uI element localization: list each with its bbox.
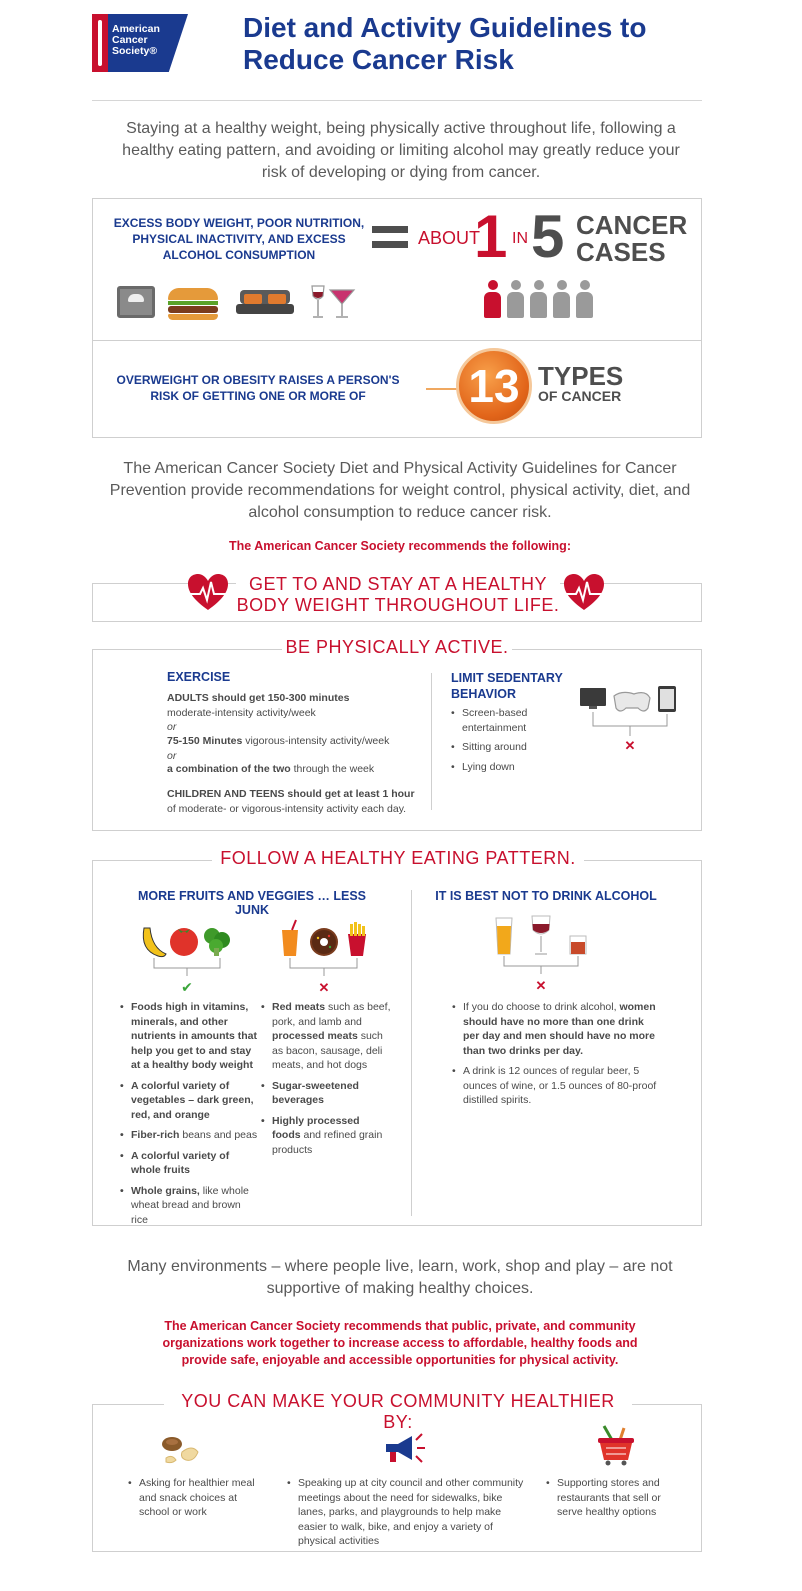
person-icon	[507, 280, 524, 318]
list-item: • Foods high in vitamins, minerals, and other nutrients in amounts that help you get to and stay at a healthy body weight	[120, 1000, 258, 1073]
column-divider	[431, 673, 432, 810]
people-row	[484, 280, 596, 320]
about-label: ABOUT	[418, 228, 481, 248]
burger-icon	[168, 288, 218, 320]
public-recommendation: The American Cancer Society recommends that public, private, and community organizations work together to increase access to affordable, healthy foods and provide safe, enjoyable and accessible opportunities for physical activity.	[162, 1319, 638, 1367]
person-icon	[576, 280, 593, 318]
drinks-icon	[492, 912, 592, 994]
list-item: • If you do choose to drink alcohol, women should have no more than one drink per day and men should have no more than two drinks per day.	[452, 1000, 662, 1058]
list-item: • Lying down	[451, 760, 571, 775]
list-item: • Red meats such as beef, pork, and lamb and processed meats such as bacon, sausage, deli meats, and hot dogs	[261, 1000, 391, 1073]
list-item: • Asking for healthier meal and snack choices at school or work	[128, 1476, 268, 1520]
eating-heading: FOLLOW A HEALTHY EATING PATTERN.	[212, 848, 584, 869]
stat-number-five: 5	[531, 203, 565, 270]
person-icon	[484, 280, 501, 318]
stat-number-thirteen: 13	[468, 360, 520, 412]
bad-foods-list	[261, 1000, 391, 1163]
divider	[92, 100, 702, 101]
of-cancer-label: OF CANCER	[538, 388, 622, 404]
obesity-risk-text: OVERWEIGHT OR OBESITY RAISES A PERSON'S RISK OF GETTING ONE OR MORE OF	[116, 373, 400, 403]
column-divider	[411, 890, 412, 1216]
stats-divider	[93, 340, 701, 341]
alcohol-title: IT IS BEST NOT TO DRINK ALCOHOL	[435, 889, 657, 903]
snack-icon	[158, 1434, 202, 1466]
exercise-title: EXERCISE	[167, 670, 231, 684]
svg-text:✕: ✕	[535, 978, 547, 993]
or-label: or	[167, 750, 177, 762]
page-title: Diet and Activity Guidelines to Reduce Cancer Risk	[243, 12, 647, 75]
weight-heading: GET TO AND STAY AT A HEALTHY BODY WEIGHT THROUGHOUT LIFE.	[236, 574, 560, 615]
list-item: • A colorful variety of vegetables – dark green, red, and orange	[120, 1079, 258, 1123]
logo-text: American Cancer Society®	[112, 23, 160, 57]
or-label: or	[167, 721, 177, 733]
intro-text: Staying at a healthy weight, being physically active throughout life, following a healthy eating pattern, and avoiding or limiting alcohol may greatly reduce your risk of developing or dying from cancer.	[122, 120, 680, 181]
list-item: • Sitting around	[451, 740, 571, 755]
list-item: • Supporting stores and restaurants that sell or serve healthy options	[546, 1476, 676, 1520]
list-item: • Screen-based entertainment	[451, 706, 571, 735]
risk-factors-text: EXCESS BODY WEIGHT, POOR NUTRITION, PHYSICAL INACTIVITY, AND EXCESS ALCOHOL CONSUMPTION	[113, 216, 365, 262]
basket-icon	[594, 1424, 638, 1466]
sedentary-list	[451, 706, 571, 779]
list-item: • Speaking up at city council and other community meetings about the need for sidewalks, bike lanes, parks, and playgrounds to help make easier to walk, bike, and enjoy a variety of physical activities	[287, 1476, 531, 1549]
svg-text:✔: ✔	[181, 980, 193, 996]
community-item-stores	[546, 1476, 676, 1525]
sofa-icon	[236, 290, 294, 318]
list-item: • A colorful variety of whole fruits	[120, 1149, 258, 1178]
list-item: • Fiber-rich beans and peas	[120, 1128, 258, 1143]
community-heading: YOU CAN MAKE YOUR COMMUNITY HEALTHIER BY:	[164, 1391, 632, 1433]
megaphone-icon	[380, 1430, 428, 1466]
thirteen-badge	[456, 348, 532, 424]
wine-cocktail-icon	[308, 284, 358, 320]
cancer-cases-label: CANCER CASES	[576, 210, 688, 267]
recommends-heading: The American Cancer Society recommends the following:	[229, 539, 571, 553]
combo-guideline: a combination of the two through the week	[167, 763, 375, 775]
community-item-meals	[128, 1476, 268, 1525]
kids-guideline: CHILDREN AND TEENS should get at least 1 hour of moderate- or vigorous-intensity activity each day.	[167, 788, 415, 815]
heart-ekg-icon	[560, 572, 608, 612]
svg-text:✕: ✕	[318, 980, 330, 995]
list-item: • A drink is 12 ounces of regular beer, 5 ounces of wine, or 1.5 ounces of 80-proof distilled spirits.	[452, 1064, 662, 1108]
stat-number-one: 1	[474, 203, 508, 270]
svg-text:✕: ✕	[624, 738, 636, 753]
scale-icon	[117, 286, 155, 318]
guidelines-text: The American Cancer Society Diet and Physical Activity Guidelines for Cancer Prevention provide recommendations for weight control, physical activity, diet, and alcohol consumption to reduce cancer risk.	[109, 460, 691, 521]
list-item: • Sugar-sweetened beverages	[261, 1079, 391, 1108]
heart-ekg-icon	[184, 572, 232, 612]
sedentary-title: LIMIT SEDENTARY BEHAVIOR	[451, 671, 563, 701]
types-label: TYPES	[538, 361, 624, 391]
tv-gamepad-tablet-icon	[578, 684, 682, 756]
adults-guideline: ADULTS should get 150-300 minutes moderate-intensity activity/week	[167, 692, 350, 719]
in-label: IN	[512, 230, 528, 247]
list-item: • Highly processed foods and refined grain products	[261, 1114, 391, 1158]
person-icon	[553, 280, 570, 318]
fruits-title: MORE FRUITS AND VEGGIES … LESS JUNK	[137, 889, 367, 917]
active-heading: BE PHYSICALLY ACTIVE.	[282, 637, 512, 658]
good-foods-list	[120, 1000, 258, 1233]
fruit-veggie-icon	[138, 920, 236, 996]
person-icon	[530, 280, 547, 318]
alcohol-list	[452, 1000, 662, 1114]
list-item: • Whole grains, like whole wheat bread and brown rice	[120, 1184, 258, 1228]
vigorous-guideline: 75-150 Minutes vigorous-intensity activity/week	[167, 735, 390, 747]
junk-food-icon	[276, 918, 376, 996]
community-item-speak-up	[287, 1476, 531, 1554]
logo-staff-icon	[98, 20, 102, 66]
equals-icon	[372, 226, 408, 254]
environments-text: Many environments – where people live, learn, work, shop and play – are not supportive of making healthy choices.	[127, 1258, 673, 1297]
